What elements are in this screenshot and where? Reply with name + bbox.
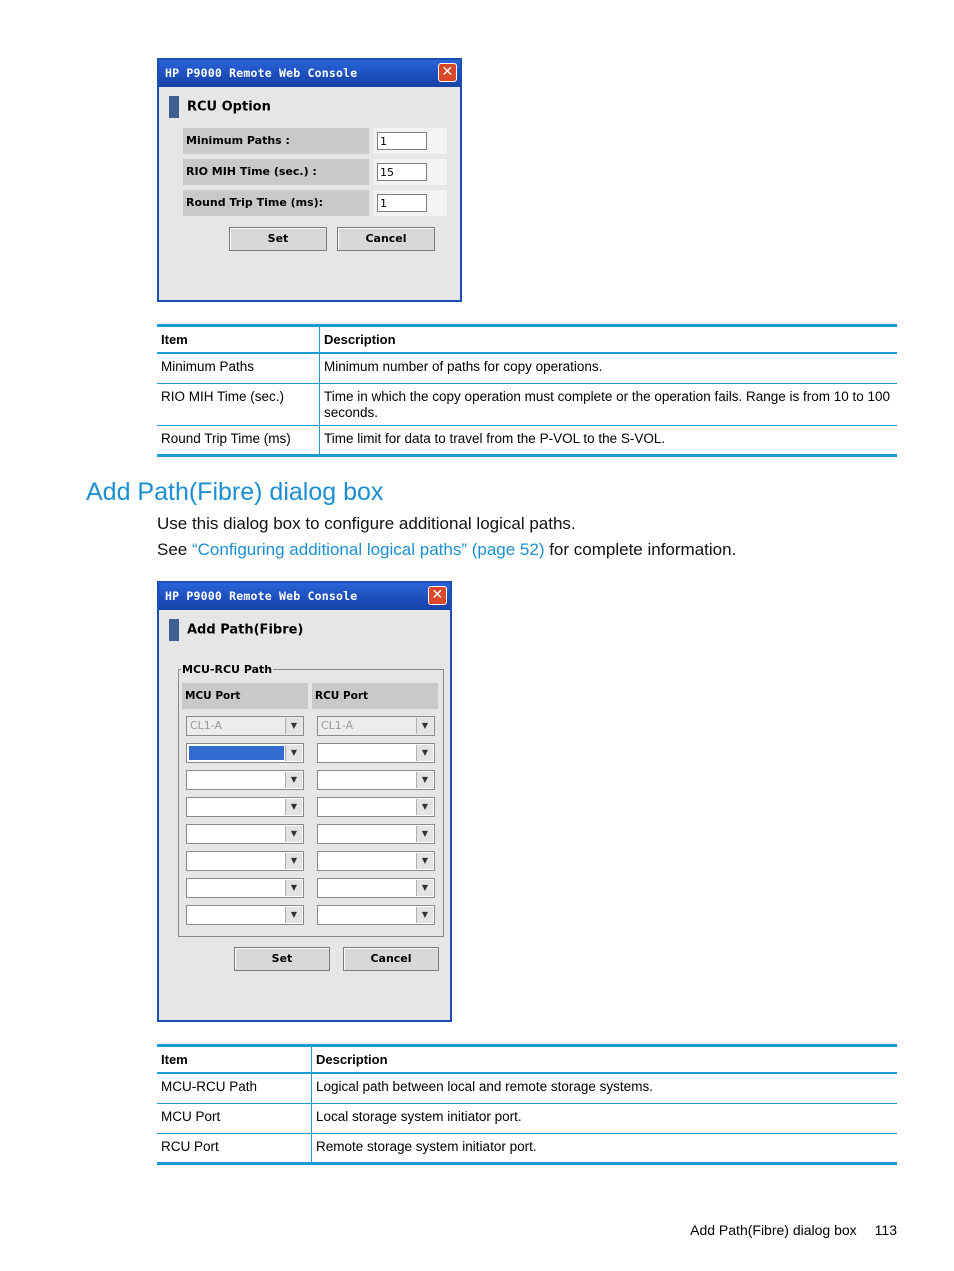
cancel-button[interactable]: Cancel: [343, 947, 439, 971]
rcu-port-column-header: RCU Port: [312, 683, 438, 709]
table-row: [157, 383, 897, 425]
table-header-row: [157, 1046, 897, 1074]
add-path-table: [157, 1044, 897, 1165]
chevron-down-icon[interactable]: ▼: [285, 772, 302, 788]
dialog-heading-text: RCU Option: [187, 99, 271, 115]
section-intro: Use this dialog box to configure additional logical paths.: [157, 514, 576, 533]
mcu-port-select[interactable]: [186, 851, 304, 871]
chevron-down-icon[interactable]: ▼: [416, 799, 433, 815]
chevron-down-icon[interactable]: ▼: [285, 826, 302, 842]
mcu-port-select[interactable]: [186, 743, 304, 763]
add-path-fibre-dialog: [157, 581, 452, 1022]
rcu-port-value: CL1-A: [321, 719, 354, 732]
rcu-port-select[interactable]: [317, 743, 435, 763]
page-number: 113: [874, 1222, 897, 1238]
table-cell-description: Time in which the copy operation must complete or the operation fails. Range is from 10 to 100 seconds.: [320, 383, 898, 425]
rcu-port-select[interactable]: [317, 878, 435, 898]
dialog-heading-text: Add Path(Fibre): [187, 622, 304, 638]
round-trip-time-row: [183, 190, 447, 216]
page-footer: [690, 1222, 897, 1238]
chevron-down-icon[interactable]: ▼: [416, 745, 433, 761]
rcu-port-select[interactable]: [317, 797, 435, 817]
column-header-description: Description: [312, 1046, 898, 1074]
rio-mih-time-row: [183, 159, 447, 185]
section-see-also: [157, 540, 736, 560]
table-cell-description: Local storage system initiator port.: [312, 1103, 898, 1133]
chevron-down-icon[interactable]: ▼: [285, 907, 302, 923]
configuring-paths-link[interactable]: “Configuring additional logical paths” (page 52): [191, 540, 545, 559]
column-header-item: Item: [157, 326, 320, 354]
minimum-paths-row: [183, 128, 447, 154]
mcu-port-select[interactable]: [186, 797, 304, 817]
dialog-title: HP P9000 Remote Web Console: [165, 589, 358, 603]
dialog-heading: [169, 619, 303, 641]
dialog-heading: [169, 96, 271, 118]
mcu-port-select[interactable]: [186, 770, 304, 790]
rcu-port-select[interactable]: [317, 851, 435, 871]
round-trip-time-input[interactable]: [377, 194, 427, 212]
mcu-port-select[interactable]: [186, 878, 304, 898]
minimum-paths-label: Minimum Paths :: [183, 128, 369, 154]
rcu-port-select[interactable]: [317, 905, 435, 925]
table-cell-description: Minimum number of paths for copy operations.: [320, 353, 898, 383]
dialog-title-bar: [159, 60, 460, 87]
round-trip-time-label: Round Trip Time (ms):: [183, 190, 369, 216]
table-cell-item: RIO MIH Time (sec.): [157, 383, 320, 425]
selection-highlight: [189, 746, 284, 760]
chevron-down-icon[interactable]: ▼: [285, 853, 302, 869]
minimum-paths-input[interactable]: [377, 132, 427, 150]
dialog-title-bar: [159, 583, 450, 610]
chevron-down-icon[interactable]: ▼: [285, 799, 302, 815]
set-button[interactable]: Set: [234, 947, 330, 971]
footer-text: Add Path(Fibre) dialog box: [690, 1222, 857, 1238]
see-suffix: for complete information.: [544, 540, 737, 559]
table-row: [157, 425, 897, 455]
rio-mih-time-input[interactable]: [377, 163, 427, 181]
table-header-row: [157, 326, 897, 354]
chevron-down-icon[interactable]: ▼: [285, 745, 302, 761]
table-cell-description: Remote storage system initiator port.: [312, 1133, 898, 1163]
mcu-port-select[interactable]: [186, 716, 304, 736]
chevron-down-icon[interactable]: ▼: [285, 718, 302, 734]
chevron-down-icon[interactable]: ▼: [416, 772, 433, 788]
mcu-port-select[interactable]: [186, 824, 304, 844]
table-row: [157, 1133, 897, 1163]
set-button[interactable]: Set: [229, 227, 327, 251]
chevron-down-icon[interactable]: ▼: [416, 826, 433, 842]
column-header-item: Item: [157, 1046, 312, 1074]
mcu-port-select[interactable]: [186, 905, 304, 925]
chevron-down-icon[interactable]: ▼: [285, 880, 302, 896]
heading-bar-icon: [169, 96, 179, 118]
rcu-port-select[interactable]: [317, 770, 435, 790]
table-row: [157, 1103, 897, 1133]
rcu-port-select[interactable]: [317, 716, 435, 736]
table-cell-item: MCU-RCU Path: [157, 1073, 312, 1103]
mcu-rcu-path-legend: MCU-RCU Path: [182, 663, 273, 676]
table-cell-item: MCU Port: [157, 1103, 312, 1133]
table-row: [157, 353, 897, 383]
close-icon[interactable]: ✕: [428, 586, 447, 605]
heading-bar-icon: [169, 619, 179, 641]
table-cell-description: Logical path between local and remote storage systems.: [312, 1073, 898, 1103]
rio-mih-time-label: RIO MIH Time (sec.) :: [183, 159, 369, 185]
mcu-port-value: CL1-A: [190, 719, 223, 732]
table-row: [157, 1073, 897, 1103]
table-cell-description: Time limit for data to travel from the P-VOL to the S-VOL.: [320, 425, 898, 455]
mcu-port-column-header: MCU Port: [182, 683, 308, 709]
see-prefix: See: [157, 540, 192, 559]
close-icon[interactable]: ✕: [438, 63, 457, 82]
table-cell-item: RCU Port: [157, 1133, 312, 1163]
table-cell-item: Minimum Paths: [157, 353, 320, 383]
cancel-button[interactable]: Cancel: [337, 227, 435, 251]
rcu-option-table: [157, 324, 897, 457]
chevron-down-icon[interactable]: ▼: [416, 907, 433, 923]
chevron-down-icon[interactable]: ▼: [416, 718, 433, 734]
chevron-down-icon[interactable]: ▼: [416, 880, 433, 896]
table-cell-item: Round Trip Time (ms): [157, 425, 320, 455]
column-header-description: Description: [320, 326, 898, 354]
dialog-title: HP P9000 Remote Web Console: [165, 66, 358, 80]
rcu-option-dialog: [157, 58, 462, 302]
chevron-down-icon[interactable]: ▼: [416, 853, 433, 869]
section-title: Add Path(Fibre) dialog box: [86, 478, 384, 506]
rcu-port-select[interactable]: [317, 824, 435, 844]
